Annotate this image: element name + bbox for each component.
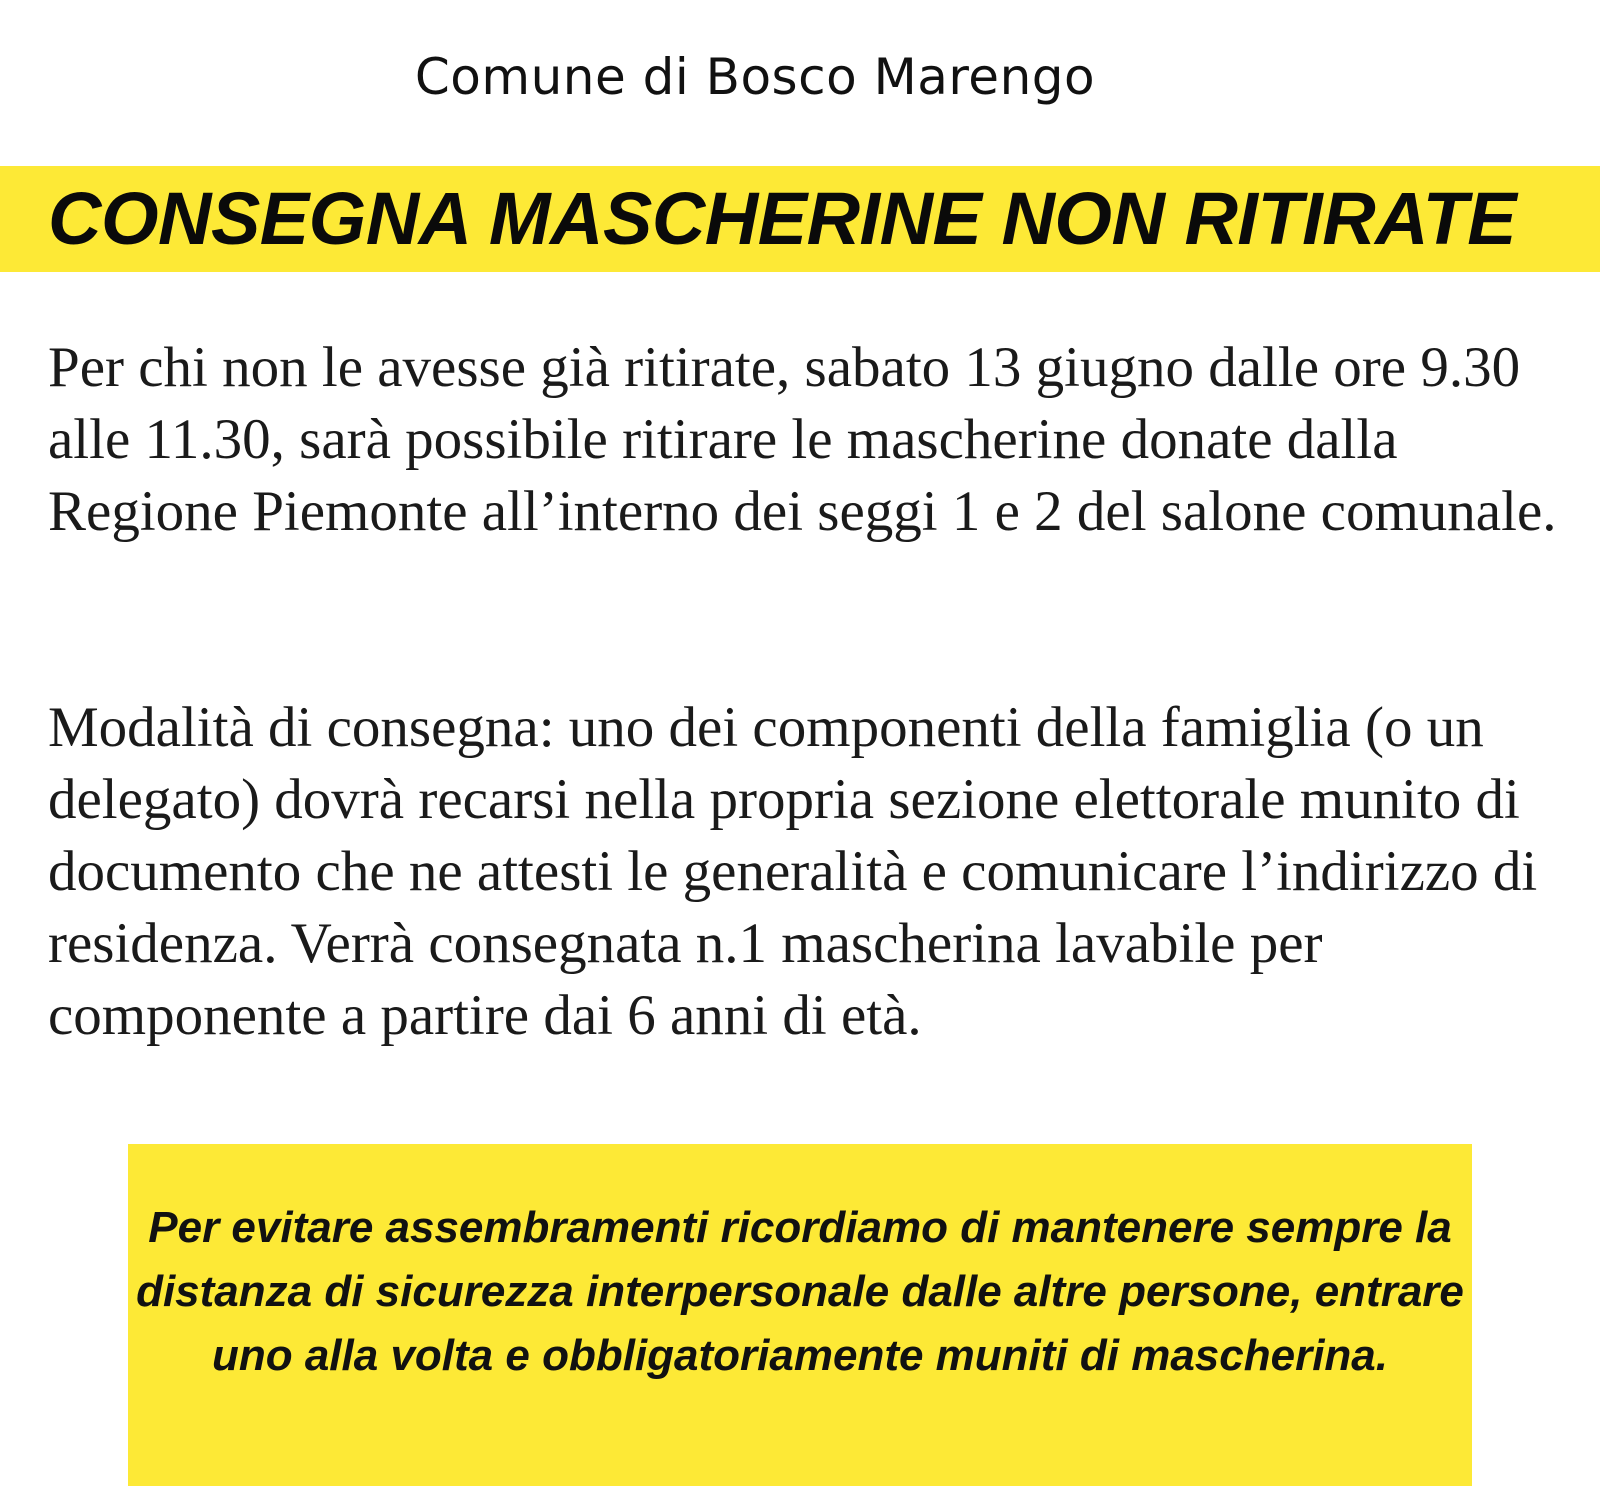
headline-text: CONSEGNA MASCHERINE NON RITIRATE	[48, 177, 1517, 260]
safety-notice-box	[128, 1144, 1472, 1486]
pickup-info-paragraph: Per chi non le avesse già ritirate, sabato 13 giugno dalle ore 9.30 alle 11.30, sarà possibile ritirare le mascherine donate dalla Regione Piemonte all’interno dei seggi 1 e 2 del salone comunale.	[48, 336, 1557, 543]
municipality-title: Comune di Bosco Marengo	[414, 48, 1096, 106]
headline-banner	[0, 166, 1600, 272]
delivery-method-paragraph: Modalità di consegna: uno dei componenti della famiglia (o un delegato) dovrà recarsi nella propria sezione elettorale munito di documento che ne attesti le generalità e comunicare l’indirizzo di residenza. Verrà consegnata n.1 mascherina lavabile per componente a partire dai 6 anni di età.	[48, 696, 1538, 1047]
safety-notice-text: Per evitare assembramenti ricordiamo di mantenere sempre la distanza di sicurezza interpersonale dalle altre persone, entrare uno alla volta e obbligatoriamente muniti di mascherina.	[136, 1203, 1464, 1380]
